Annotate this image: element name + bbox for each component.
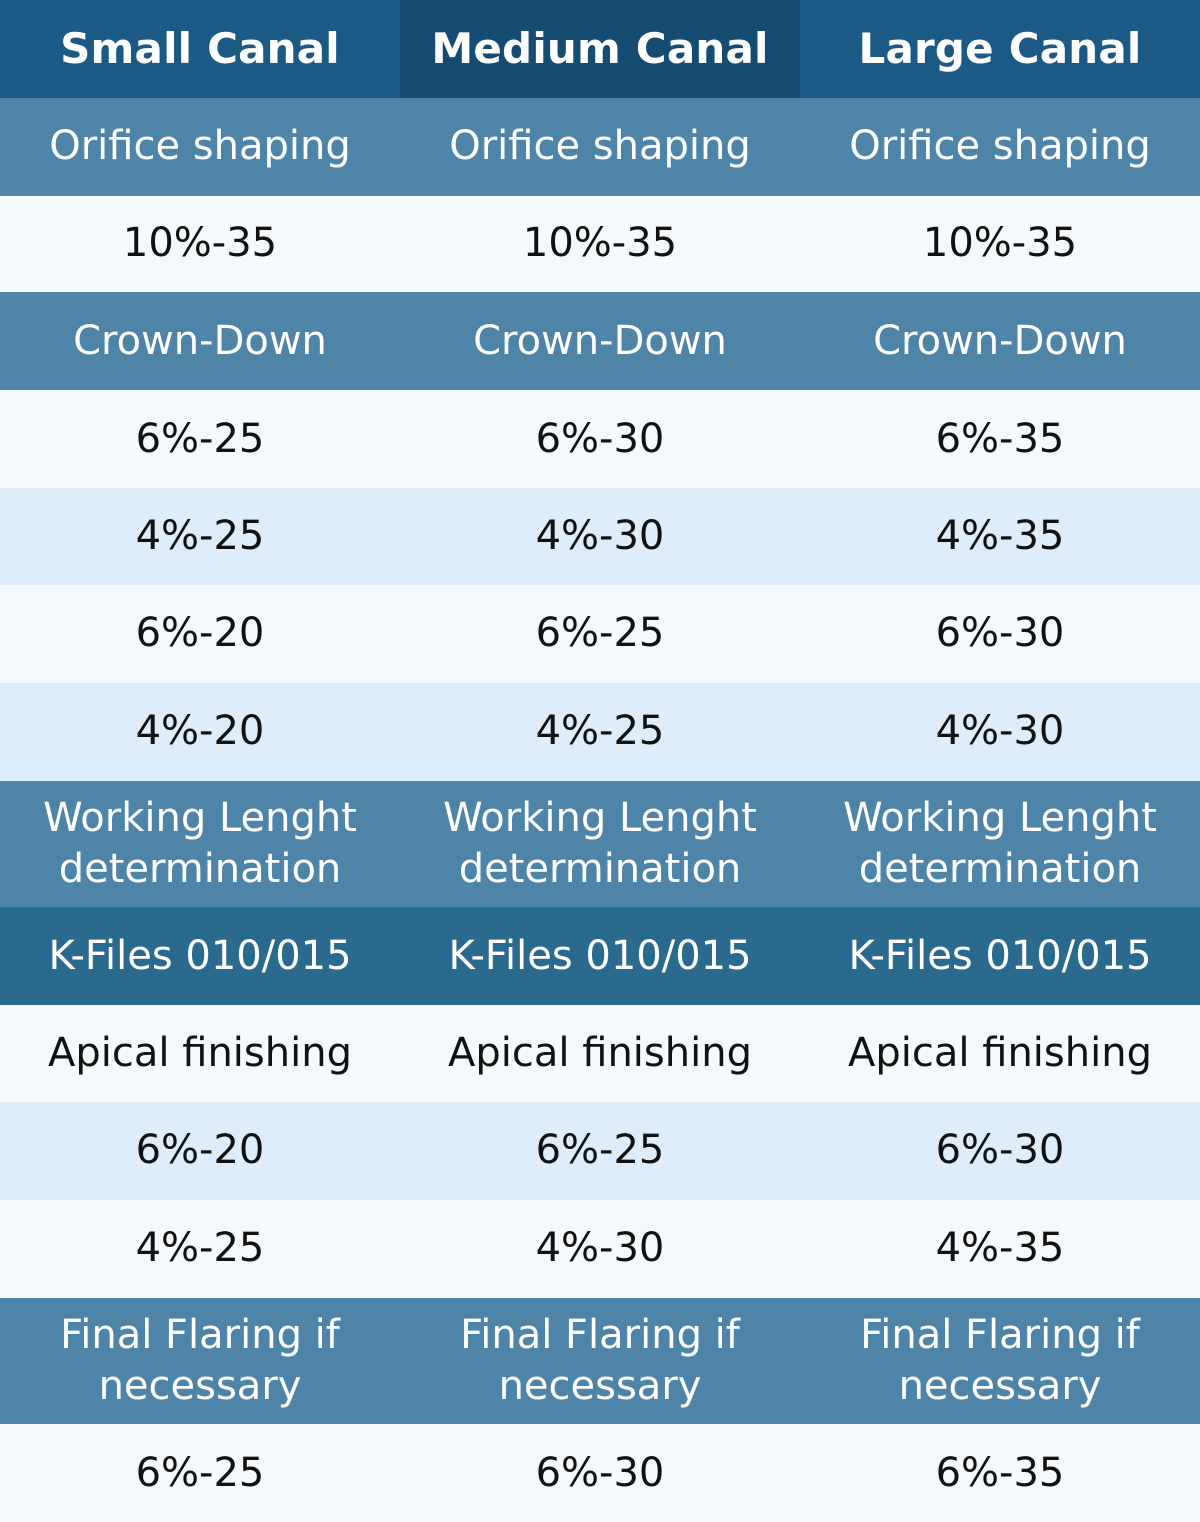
cell-text: Apical finishing bbox=[48, 1029, 352, 1076]
section-row-final-flaring bbox=[0, 1298, 1200, 1425]
table-cell bbox=[400, 1102, 800, 1200]
cell-text: Orifice shaping bbox=[49, 123, 351, 170]
header-label: Small Canal bbox=[60, 24, 340, 74]
table-row bbox=[0, 390, 1200, 488]
section-row-working-length bbox=[0, 781, 1200, 908]
header-label: Medium Canal bbox=[431, 24, 769, 74]
section-row-crown-down bbox=[0, 292, 1200, 390]
table-cell bbox=[800, 390, 1200, 488]
cell-text: 6%-20 bbox=[135, 610, 265, 657]
table-row bbox=[0, 1102, 1200, 1200]
table-cell bbox=[0, 907, 400, 1005]
table-row bbox=[0, 683, 1200, 781]
cell-text: 4%-30 bbox=[535, 512, 665, 559]
table-cell bbox=[800, 781, 1200, 908]
cell-text: Final Flaring if necessary bbox=[460, 1311, 740, 1409]
table-row-k-files bbox=[0, 907, 1200, 1005]
table-row bbox=[0, 1424, 1200, 1522]
cell-text: Working Lenght determination bbox=[843, 794, 1157, 892]
cell-text: 6%-30 bbox=[535, 415, 665, 462]
table-cell bbox=[400, 196, 800, 293]
table-row bbox=[0, 488, 1200, 585]
cell-text: Crown-Down bbox=[873, 317, 1127, 364]
cell-text: Crown-Down bbox=[73, 317, 327, 364]
cell-text: Orifice shaping bbox=[449, 123, 751, 170]
header-label: Large Canal bbox=[858, 24, 1142, 74]
table-row bbox=[0, 585, 1200, 683]
cell-text: 6%-20 bbox=[135, 1127, 265, 1174]
table-cell bbox=[0, 683, 400, 781]
table-cell bbox=[800, 98, 1200, 196]
cell-text: Final Flaring if necessary bbox=[60, 1311, 340, 1409]
table-cell bbox=[800, 1005, 1200, 1102]
cell-text: 6%-30 bbox=[535, 1449, 665, 1496]
table-cell bbox=[800, 1200, 1200, 1298]
table-cell bbox=[400, 1298, 800, 1425]
header-small-canal bbox=[0, 0, 400, 98]
cell-text: 4%-20 bbox=[135, 708, 265, 754]
table-cell bbox=[0, 488, 400, 585]
cell-text: 10%-35 bbox=[522, 220, 678, 267]
table-cell bbox=[0, 1005, 400, 1102]
table-cell bbox=[400, 585, 800, 683]
cell-text: 6%-35 bbox=[935, 415, 1065, 462]
table-cell bbox=[400, 781, 800, 908]
cell-text: 4%-25 bbox=[135, 1225, 265, 1271]
cell-text: 10%-35 bbox=[922, 220, 1078, 267]
table-cell bbox=[400, 488, 800, 585]
table-cell bbox=[400, 907, 800, 1005]
section-row-orifice-shaping bbox=[0, 98, 1200, 196]
cell-text: 6%-25 bbox=[135, 415, 265, 462]
cell-text: 4%-30 bbox=[935, 708, 1065, 754]
cell-text: 6%-35 bbox=[935, 1449, 1065, 1496]
table-cell bbox=[0, 98, 400, 196]
cell-text: 4%-35 bbox=[935, 512, 1065, 559]
table-cell bbox=[800, 683, 1200, 781]
table-cell bbox=[400, 390, 800, 488]
table-cell bbox=[0, 1200, 400, 1298]
table-cell bbox=[0, 585, 400, 683]
cell-text: Working Lenght determination bbox=[443, 794, 757, 892]
cell-text: 4%-25 bbox=[135, 512, 265, 559]
table-cell bbox=[400, 98, 800, 196]
cell-text: Working Lenght determination bbox=[43, 794, 357, 892]
table-cell bbox=[800, 1102, 1200, 1200]
table-row bbox=[0, 196, 1200, 293]
table-cell bbox=[400, 1005, 800, 1102]
cell-text: K-Files 010/015 bbox=[848, 932, 1152, 979]
cell-text: 4%-30 bbox=[535, 1225, 665, 1271]
cell-text: 4%-35 bbox=[935, 1225, 1065, 1271]
table-cell bbox=[800, 196, 1200, 293]
table-header-row bbox=[0, 0, 1200, 98]
table-cell bbox=[800, 1424, 1200, 1522]
table-cell bbox=[0, 1424, 400, 1522]
header-medium-canal bbox=[400, 0, 800, 98]
table-cell bbox=[800, 1298, 1200, 1425]
cell-text: 6%-25 bbox=[135, 1449, 265, 1496]
cell-text: 6%-30 bbox=[935, 610, 1065, 657]
cell-text: 4%-25 bbox=[535, 708, 665, 754]
table-cell bbox=[0, 196, 400, 293]
table-cell bbox=[400, 1200, 800, 1298]
section-row-apical-finishing bbox=[0, 1005, 1200, 1102]
table-cell bbox=[800, 488, 1200, 585]
cell-text: Final Flaring if necessary bbox=[860, 1311, 1140, 1409]
cell-text: Orifice shaping bbox=[849, 123, 1151, 170]
table-cell bbox=[800, 292, 1200, 390]
table-cell bbox=[800, 907, 1200, 1005]
cell-text: 6%-25 bbox=[535, 610, 665, 657]
table-cell bbox=[400, 1424, 800, 1522]
cell-text: Crown-Down bbox=[473, 317, 727, 364]
table-cell bbox=[400, 292, 800, 390]
header-large-canal bbox=[800, 0, 1200, 98]
cell-text: 10%-35 bbox=[122, 220, 278, 267]
table-cell bbox=[0, 781, 400, 908]
cell-text: 6%-30 bbox=[935, 1127, 1065, 1174]
cell-text: Apical finishing bbox=[448, 1029, 752, 1076]
table-cell bbox=[400, 683, 800, 781]
table-cell bbox=[0, 1298, 400, 1425]
cell-text: K-Files 010/015 bbox=[448, 932, 752, 979]
table-cell bbox=[800, 585, 1200, 683]
table-cell bbox=[0, 292, 400, 390]
cell-text: Apical finishing bbox=[848, 1029, 1152, 1076]
table-cell bbox=[0, 390, 400, 488]
cell-text: K-Files 010/015 bbox=[48, 932, 352, 979]
cell-text: 6%-25 bbox=[535, 1127, 665, 1174]
table-row bbox=[0, 1200, 1200, 1298]
table-cell bbox=[0, 1102, 400, 1200]
